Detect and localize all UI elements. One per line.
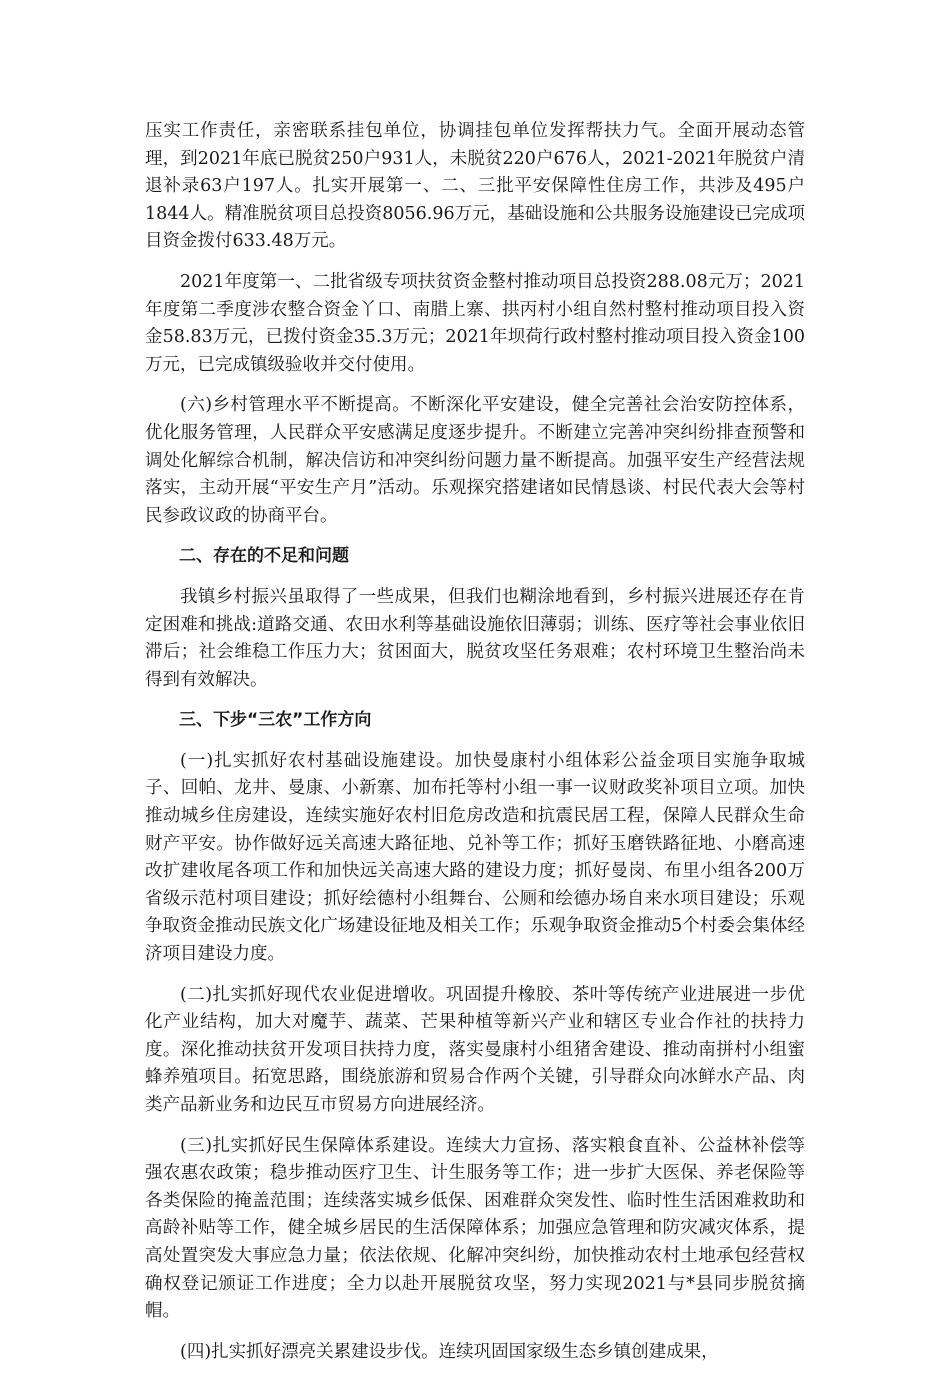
- paragraph-beautiful-construction: (四)扎实抓好漂亮关累建设步伐。连续巩固国家级生态乡镇创建成果，: [180, 1341, 719, 1362]
- section-heading-problems: 二、存在的不足和问题: [179, 546, 349, 567]
- paragraph-infrastructure: (一)扎实抓好农村基础设施建设。加快曼康村小组体彩公益金项目实施争取城子、回帕、龙井、曼康、小新寨、加布托等村小组一事一议财政奖补项目立项。加快推动城乡住房建设，连续实施好农村旧危房改造和抗震民居工程，保障人民群众生命财产平安。协作做好远关高速大路征地、兑补等工作；抓好玉磨铁路征地、小磨高速改扩建收尾各项工作和加快远关高速大路的建设力度；抓好曼岗、布里小组各200万省级示范村项目建设；抓好绘德村小组舞台、公厕和绘德办场自来水项目建设；乐观争取资金推动民族文化广场建设征地及相关工作；乐观争取资金推动5个村委会集体经济项目建设力度。: [145, 750, 805, 965]
- paragraph-rural-management: (六)乡村管理水平不断提高。不断深化平安建设，健全完善社会治安防控体系，优化服务管理，人民群众平安感满足度逐步提升。不断建立完善冲突纠纷排查预警和调处化解综合机制，解决信访和冲突纠纷问题力量不断提高。加强平安生产经营法规落实，主动开展“平安生产月”活动。乐观探究搭建诸如民情恳谈、村民代表大会等村民参政议政的协商平台。: [145, 395, 805, 526]
- paragraph-poverty-status: 压实工作责任，亲密联系挂包单位，协调挂包单位发挥帮扶力气。全面开展动态管理，到2021年底已脱贫250户931人，未脱贫220户676人，2021-2021年脱贫户清退补录63户197人。扎实开展第一、二、三批平安保障性住房工作，共涉及495户1844人。精准脱贫项目总投资8056.96万元，基础设施和公共服务设施建设已完成项目资金拨付633.48万元。: [145, 121, 805, 252]
- paragraph-problems: 我镇乡村振兴虽取得了一些成果，但我们也糊涂地看到，乡村振兴进展还存在肯定困难和挑战:道路交通、农田水利等基础设施依旧薄弱；训练、医疗等社会事业依旧滞后；社会维稳工作压力大；贫困面大，脱贫攻坚任务艰难；农村环境卫生整治尚未得到有效解决。: [145, 586, 805, 690]
- section-heading-work-direction: 三、下步“三农”工作方向: [179, 710, 372, 731]
- paragraph-livelihood-security: (三)扎实抓好民生保障体系建设。连续大力宣扬、落实粮食直补、公益林补偿等强农惠农政策；稳步推动医疗卫生、计生服务等工作；进一步扩大医保、养老保险等各类保险的掩盖范围；连续落实城乡低保、困难群众突发性、临时性生活困难救助和高龄补贴等工作，健全城乡居民的生活保障体系；加强应急管理和防灾减灾体系，提高处置突发大事应急力量；依法依规、化解冲突纠纷，加快推动农村土地承包经营权确权登记颁证工作进度；全力以赴开展脱贫攻坚，努力实现2021与*县同步脱贫摘帽。: [145, 1135, 805, 1322]
- document-page: [145, 118, 805, 1379]
- paragraph-modern-agriculture: (二)扎实抓好现代农业促进增收。巩固提升橡胶、茶叶等传统产业进展进一步优化产业结构，加大对魔芋、蔬菜、芒果种植等新兴产业和辖区专业合作社的扶持力度。深化推动扶贫开发项目扶持力度，落实曼康村小组猪舍建设、推动南拼村小组蜜蜂养殖项目。拓宽思路，围绕旅游和贸易合作两个关键，引导群众向冰鲜水产品、肉类产品新业务和边民互市贸易方向进展经济。: [145, 984, 805, 1115]
- paragraph-funding-projects: 2021年度第一、二批省级专项扶贫资金整村推动项目总投资288.08元万；2021年度第二季度涉农整合资金丫口、南腊上寨、拱丙村小组自然村整村推动项目投入资金58.83万元，已拨付资金35.3万元；2021年坝荷行政村整村推动项目投入资金100万元，已完成镇级验收并交付使用。: [145, 271, 805, 375]
